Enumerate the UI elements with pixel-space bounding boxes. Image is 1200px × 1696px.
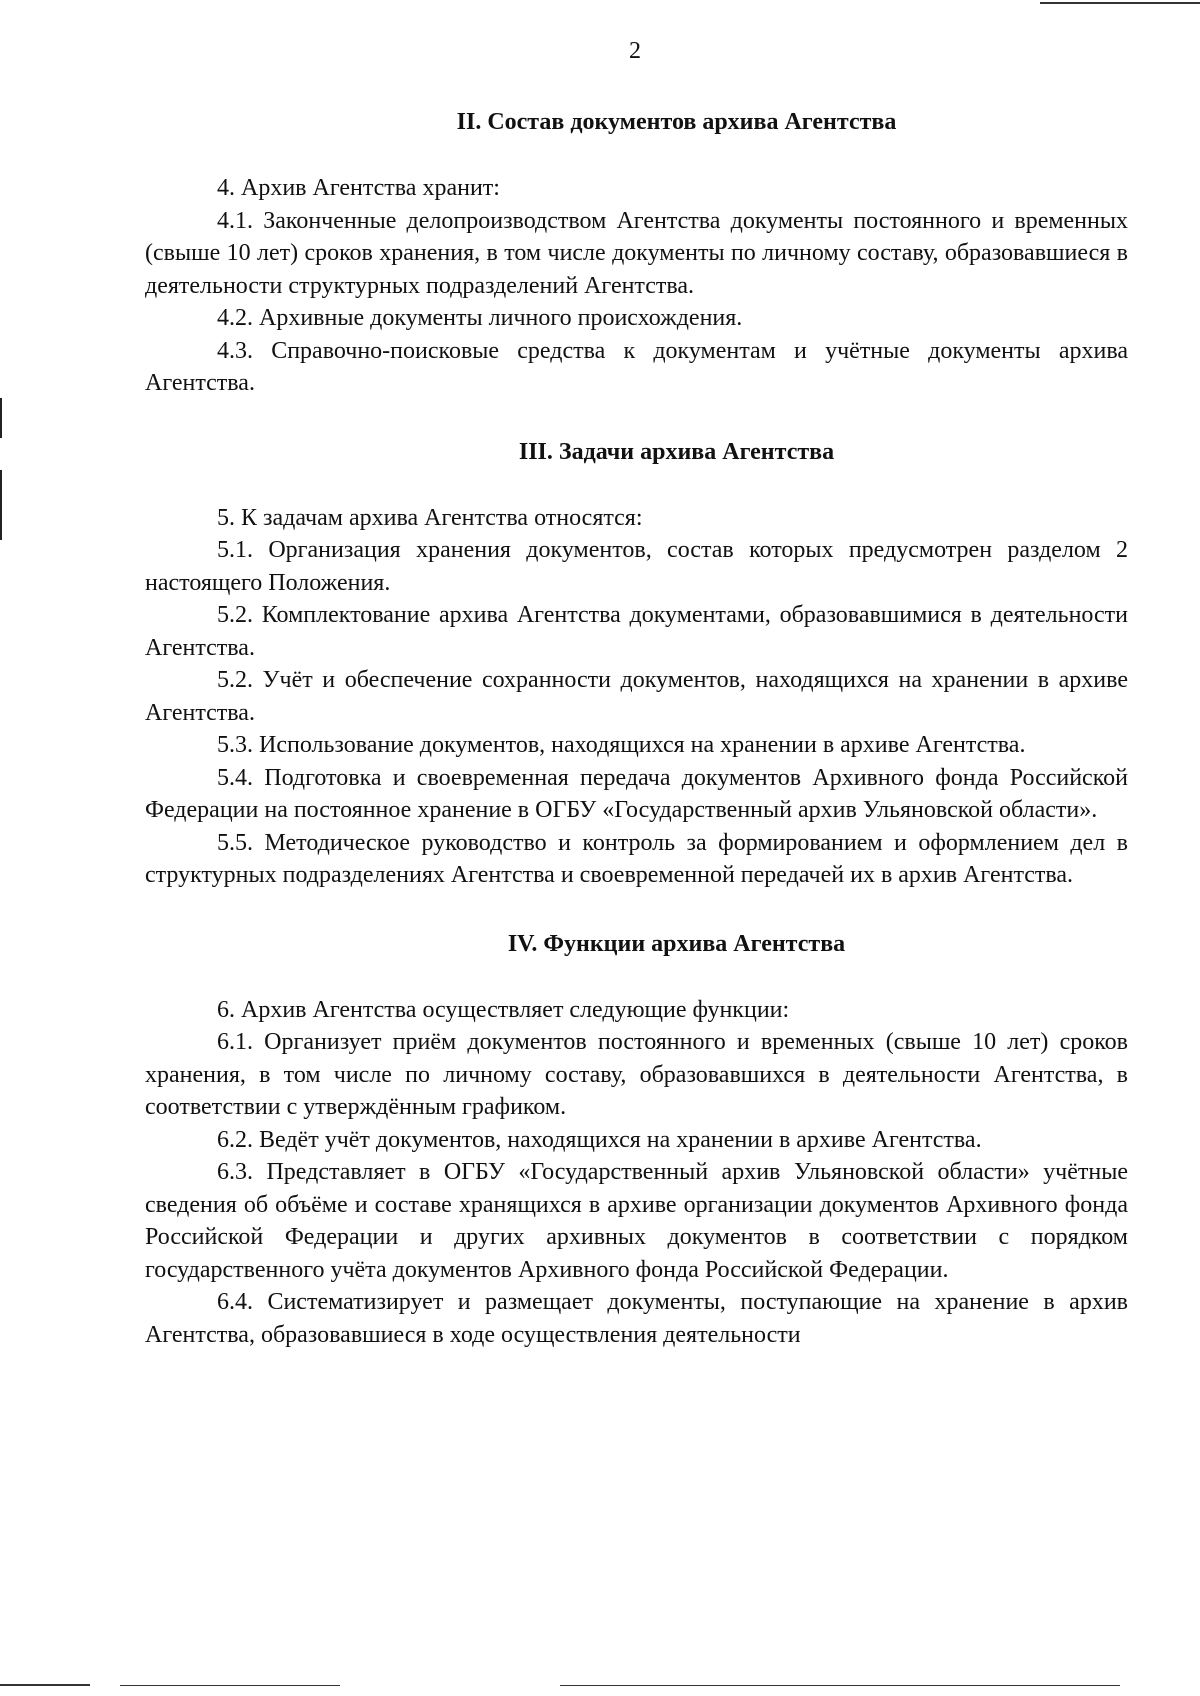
document-body (145, 106, 1128, 1351)
paragraph: 5. К задачам архива Агентства относятся: (217, 504, 643, 531)
paragraph: 5.4. Подготовка и своевременная передача документов Архивного фонда Российской Федерации на постоянное хранение в ОГБУ «Государственный архив Ульяновской области». (145, 764, 1128, 823)
section-heading: II. Состав документов архива Агентства (456, 109, 897, 135)
paragraph: 5.3. Использование документов, находящихся на хранении в архиве Агентства. (217, 732, 1026, 758)
section-heading: III. Задачи архива Агентства (518, 438, 835, 465)
paragraph: 5.5. Методическое руководство и контроль за формированием и оформлением дел в структурных подразделениях Агентства и своевременной передачей их в архив Агентства. (145, 829, 1128, 888)
paragraph: 5.2. Учёт и обеспечение сохранности документов, находящихся на хранении в архиве Агентства. (145, 667, 1128, 726)
scan-edge-mark (0, 398, 2, 438)
paragraph: 6.2. Ведёт учёт документов, находящихся на хранении в архиве Агентства. (217, 1126, 982, 1153)
scan-bottom-line (120, 1685, 340, 1686)
scan-top-line (1040, 2, 1200, 4)
scan-edge-mark (0, 470, 2, 540)
paragraph: 5.1. Организация хранения документов, состав которых предусмотрен разделом 2 настоящего Положения. (145, 537, 1128, 596)
section-heading: IV. Функции архива Агентства (507, 930, 846, 957)
paragraph: 6.3. Представляет в ОГБУ «Государственный архив Ульяновской области» учётные сведения об объёме и составе хранящихся в архиве организации документов Архивного фонда Российской Федерации и других архивных документов в соответствии с порядком государственного учёта документов Архивного фонда Российской Федерации. (145, 1159, 1128, 1283)
paragraph: 4.3. Справочно-поисковые средства к документам и учётные документы архива Агентства. (145, 337, 1128, 396)
paragraph: 6. Архив Агентства осуществляет следующие функции: (217, 996, 790, 1023)
page-number: 2 (629, 38, 641, 64)
paragraph: 4. Архив Агентства хранит: (217, 175, 500, 201)
paragraph: 6.1. Организует приём документов постоянного и временных (свыше 10 лет) сроков хранения, в том числе по личному составу, образовавшихся в деятельности Агентства, в соответствии с утверждённым графиком. (145, 1029, 1128, 1120)
paragraph: 4.2. Архивные документы личного происхождения. (217, 305, 743, 331)
paragraph: 5.2. Комплектование архива Агентства документами, образовавшимися в деятельности Агентства. (145, 602, 1128, 661)
scan-bottom-line (560, 1685, 1120, 1686)
paragraph: 6.4. Систематизирует и размещает документы, поступающие на хранение в архив Агентства, образовавшиеся в ходе осуществления деятельности (145, 1289, 1128, 1348)
scan-bottom-line (0, 1684, 90, 1686)
paragraph: 4.1. Законченные делопроизводством Агентства документы постоянного и временных (свыше 10 лет) сроков хранения, в том числе документы по личному составу, образовавшиеся в деятельности структурных подразделений Агентства. (145, 207, 1128, 299)
